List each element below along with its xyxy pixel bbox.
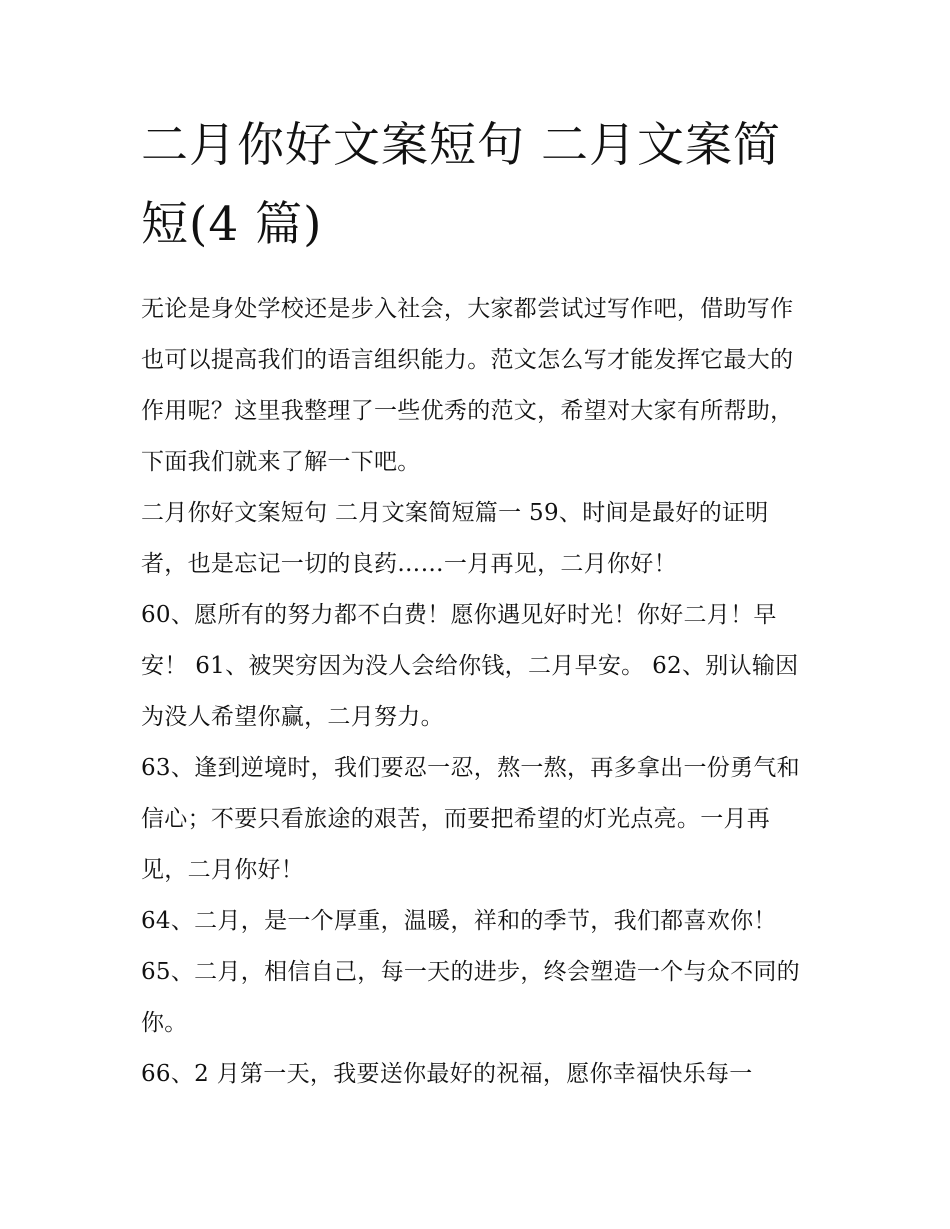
paragraph-intro: 无论是身处学校还是步入社会，大家都尝试过写作吧，借助写作也可以提高我们的语言组织能力。范文怎么写才能发挥它最大的作用呢？这里我整理了一些优秀的范文，希望对大家有所帮助，下面我们就来了解一下吧。 xyxy=(141,296,794,475)
paragraph-2: 60、愿所有的努力都不白费！愿你遇见好时光！你好二月！早安！ 61、被哭穷因为没人会给你钱，二月早安。 62、别认输因为没人希望你赢，二月努力。 xyxy=(141,602,799,730)
paragraph-5: 65、二月，相信自己，每一天的进步，终会塑造一个与众不同的你。 xyxy=(141,959,800,1036)
paragraph-3: 63、逢到逆境时，我们要忍一忍，熬一熬，再多拿出一份勇气和信心；不要只看旅途的艰苦，而要把希望的灯光点亮。一月再见，二月你好！ xyxy=(141,755,800,883)
paragraph-4: 64、二月，是一个厚重，温暖，祥和的季节，我们都喜欢你！ xyxy=(141,908,777,934)
document-title: 二月你好文案短句 二月文案简短(4 篇) xyxy=(141,118,781,252)
paragraph-6: 66、2 月第一天，我要送你最好的祝福，愿你幸福快乐每一 xyxy=(141,1061,753,1087)
document-body xyxy=(141,106,813,1100)
paragraph-1: 二月你好文案短句 二月文案简短篇一 59、时间是最好的证明者，也是忘记一切的良药……一月再见，二月你好！ xyxy=(141,500,769,577)
